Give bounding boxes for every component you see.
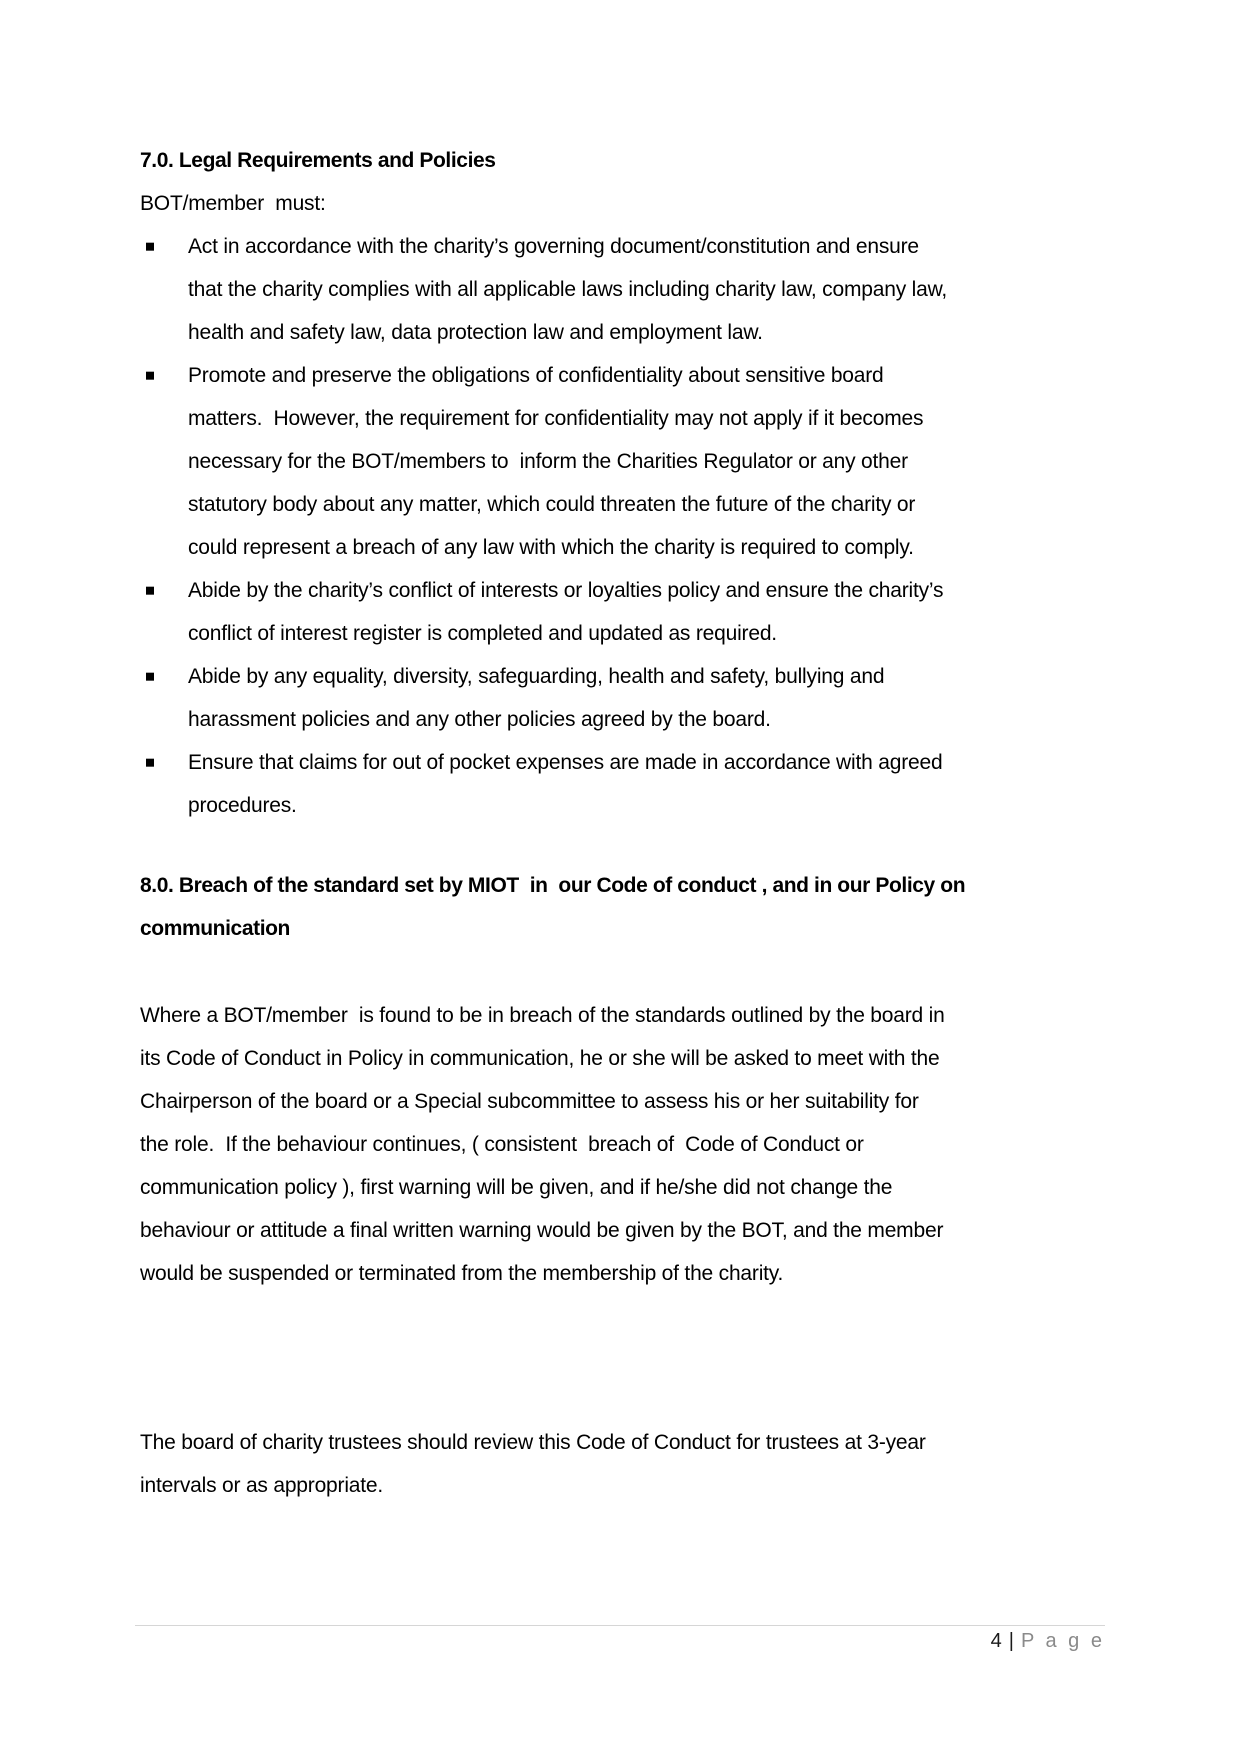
bullet-square-icon	[146, 242, 154, 250]
section-7-heading: 7.0. Legal Requirements and Policies	[140, 149, 496, 172]
bullet-square-icon	[146, 672, 154, 680]
bullet-line: procedures.	[188, 794, 297, 817]
bullet-line: Ensure that claims for out of pocket expenses are made in accordance with agreed	[188, 751, 943, 774]
bullet-line: conflict of interest register is completed and updated as required.	[188, 622, 777, 645]
bullet-line: health and safety law, data protection law and employment law.	[188, 321, 763, 344]
bullet-item	[140, 741, 1140, 784]
section-8-heading	[140, 864, 1140, 950]
bullet-line: necessary for the BOT/members to inform the Charities Regulator or any other	[188, 450, 908, 473]
paragraph-line: the role. If the behaviour continues, ( consistent breach of Code of Conduct or	[140, 1133, 864, 1156]
breach-paragraph	[140, 994, 1140, 1295]
paragraph-line: Where a BOT/member is found to be in breach of the standards outlined by the board in	[140, 1004, 945, 1027]
bullet-line: Abide by any equality, diversity, safeguarding, health and safety, bullying and	[188, 665, 885, 688]
footer-separator: |	[1008, 1630, 1014, 1652]
bullet-square-icon	[146, 586, 154, 594]
bullet-square-icon	[146, 371, 154, 379]
paragraph-line: intervals or as appropriate.	[140, 1474, 384, 1497]
bullet-line: Abide by the charity’s conflict of interests or loyalties policy and ensure the charity’s	[188, 579, 944, 602]
bullet-item	[140, 354, 1140, 397]
paragraph-line: its Code of Conduct in Policy in communication, he or she will be asked to meet with the	[140, 1047, 940, 1070]
section-8-heading-line: communication	[140, 917, 290, 940]
paragraph-line: Chairperson of the board or a Special subcommittee to assess his or her suitability for	[140, 1090, 919, 1113]
bullet-line: matters. However, the requirement for confidentiality may not apply if it becomes	[188, 407, 924, 430]
page-footer	[135, 1625, 1105, 1656]
bullet-list	[140, 225, 1140, 827]
bullet-item	[140, 225, 1140, 268]
bullet-line: that the charity complies with all applicable laws including charity law, company law,	[188, 278, 948, 301]
intro-line: BOT/member must:	[140, 192, 326, 215]
bullet-line: could represent a breach of any law with which the charity is required to comply.	[188, 536, 914, 559]
bullet-square-icon	[146, 758, 154, 766]
bullet-line: statutory body about any matter, which could threaten the future of the charity or	[188, 493, 916, 516]
page-number: 4	[990, 1630, 1002, 1652]
bullet-item	[140, 655, 1140, 698]
bullet-item	[140, 569, 1140, 612]
paragraph-line: The board of charity trustees should review this Code of Conduct for trustees at 3-year	[140, 1431, 926, 1454]
section-8-heading-line: 8.0. Breach of the standard set by MIOT in our Code of conduct , and in our Policy on	[140, 874, 966, 897]
paragraph-line: would be suspended or terminated from the membership of the charity.	[140, 1262, 784, 1285]
paragraph-line: behaviour or attitude a final written warning would be given by the BOT, and the member	[140, 1219, 944, 1242]
footer-page-label: P a g e	[1020, 1630, 1105, 1652]
paragraph-line: communication policy ), first warning will be given, and if he/she did not change the	[140, 1176, 893, 1199]
bullet-line: Act in accordance with the charity’s governing document/constitution and ensure	[188, 235, 919, 258]
bullet-line: harassment policies and any other policies agreed by the board.	[188, 708, 771, 731]
review-paragraph	[140, 1421, 1140, 1507]
bullet-line: Promote and preserve the obligations of confidentiality about sensitive board	[188, 364, 884, 387]
footer-page-indicator	[135, 1626, 1105, 1656]
